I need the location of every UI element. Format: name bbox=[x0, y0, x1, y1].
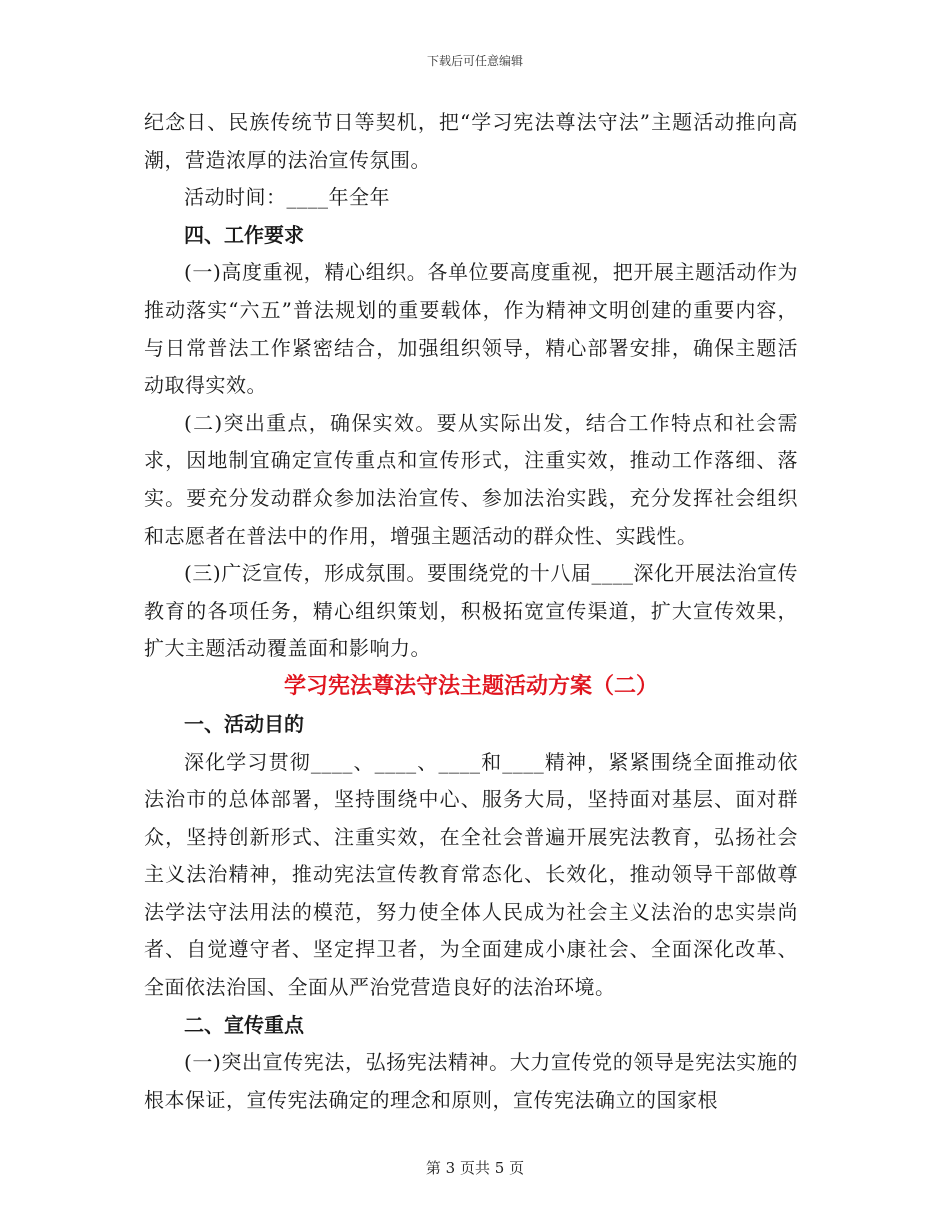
paragraph: 纪念日、民族传统节日等契机，把“学习宪法尊法守法”主题活动推向高潮，营造浓厚的法治宣传氛围。 bbox=[144, 110, 798, 172]
page-footer: 第 3 页共 5 页 bbox=[425, 1159, 525, 1177]
paragraph: 活动时间：____年全年 bbox=[184, 185, 390, 210]
document-body bbox=[144, 104, 798, 1119]
page-header: 下载后可任意编辑 bbox=[426, 54, 523, 68]
section-heading: 二、宣传重点 bbox=[184, 1012, 304, 1037]
section-title: 学习宪法尊法守法主题活动方案（二） bbox=[283, 673, 658, 699]
paragraph: (三)广泛宣传，形成氛围。要围绕党的十八届____深化开展法治宣传教育的各项任务，精心组织策划，积极拓宽宣传渠道，扩大宣传效果，扩大主题活动覆盖面和影响力。 bbox=[144, 561, 798, 661]
section-heading: 一、活动目的 bbox=[184, 711, 304, 736]
paragraph: (一)高度重视，精心组织。各单位要高度重视，把开展主题活动作为推动落实“六五”普法规划的重要载体，作为精神文明创建的重要内容，与日常普法工作紧密结合，加强组织领导，精心部署安排，确保主题活动取得实效。 bbox=[144, 260, 798, 398]
section-heading: 四、工作要求 bbox=[184, 222, 304, 247]
paragraph: (二)突出重点，确保实效。要从实际出发，结合工作特点和社会需求，因地制宜确定宣传重点和宣传形式，注重实效，推动工作落细、落实。要充分发动群众参加法治宣传、参加法治实践，充分发挥社会组织和志愿者在普法中的作用，增强主题活动的群众性、实践性。 bbox=[144, 410, 798, 548]
paragraph: (一)突出宣传宪法，弘扬宪法精神。大力宣传党的领导是宪法实施的根本保证，宣传宪法确定的理念和原则，宣传宪法确立的国家根 bbox=[144, 1050, 798, 1112]
paragraph: 深化学习贯彻____、____、____和____精神，紧紧围绕全面推动依法治市的总体部署，坚持围绕中心、服务大局，坚持面对基层、面对群众，坚持创新形式、注重实效，在全社会普遍开展宪法教育，弘扬社会主义法治精神，推动宪法宣传教育常态化、长效化，推动领导干部做尊法学法守法用法的模范，努力使全体人民成为社会主义法治的忠实崇尚者、自觉遵守者、坚定捍卫者，为全面建成小康社会、全面深化改革、全面依法治国、全面从严治党营造良好的法治环境。 bbox=[144, 749, 798, 1000]
